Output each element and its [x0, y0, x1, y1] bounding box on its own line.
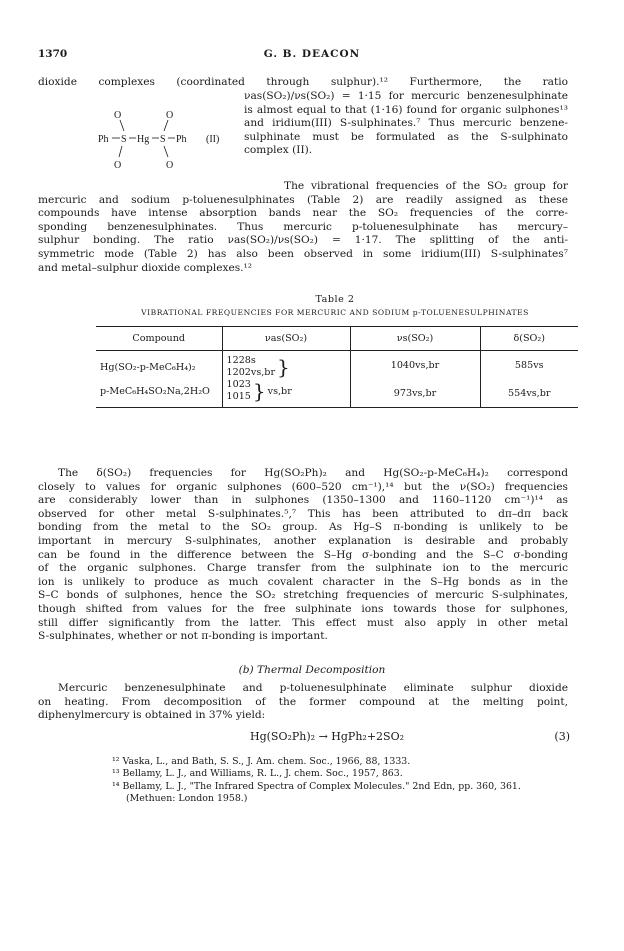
paragraph-line: sponding benzenesulphinates. Thus mercuric p-toluenesulphinate has mercury– [38, 220, 568, 233]
structure-atom: O [166, 110, 174, 121]
table-cell: 554vs,br [480, 379, 578, 408]
page-number: 1370 [38, 48, 68, 60]
paragraph-line: closely to values for organic sulphones (600–520 cm⁻¹),¹⁴ but the ν(SO₂) frequencies [38, 480, 568, 493]
table-cell-value: 1228s [226, 355, 256, 366]
paragraph-line: dioxide complexes (coordinated through sulphur).¹² Furthermore, the ratio [38, 76, 568, 88]
table-cell-value: 1202vs,br [226, 367, 276, 378]
paragraph-line: mercuric and sodium p-toluenesulphinates (Table 2) are readily assigned as these [38, 193, 568, 206]
structure-label: (II) [206, 134, 220, 145]
table-cell: 585vs [480, 351, 578, 380]
table-cell: 973vs,br [350, 379, 480, 408]
paragraph-line: still differ significantly from the latter. This effect must also apply in other metal [38, 616, 568, 629]
paragraph-line: on heating. From decomposition of the former compound at the melting point, [38, 695, 568, 708]
paragraph-wrap [244, 90, 568, 158]
paragraph-line: though shifted from values for the free sulphinate ions towards those for sulphones, [38, 602, 568, 615]
brace-icon: } [252, 379, 266, 403]
frequency-table [96, 326, 578, 408]
structure-atom: O [114, 160, 122, 171]
paragraph-line: of the organic sulphones. Charge transfer from the sulphinate ion to the mercuric [38, 562, 568, 575]
paragraph-line: Mercuric benzenesulphinate and p-toluenesulphinate eliminate sulphur dioxide [58, 682, 568, 694]
paragraph-line: are considerably lower than in sulphones (1350–1300 and 1160–1120 cm⁻¹)¹⁴ as [38, 494, 568, 507]
col-header: δ(SO₂) [480, 327, 578, 351]
table-header-row [96, 327, 578, 351]
section-heading: (b) Thermal Decomposition [238, 664, 386, 676]
reference-item: ¹⁴ Bellamy, L. J., "The Infrared Spectra of Complex Molecules." 2nd Edn, pp. 360, 361. [112, 780, 521, 792]
paragraph [38, 467, 568, 644]
paragraph-line: The δ(SO₂) frequencies for Hg(SO₂Ph)₂ and Hg(SO₂-p-MeC₆H₄)₂ correspond [58, 467, 568, 479]
structure-atom: O [166, 160, 174, 171]
col-header: νs(SO₂) [350, 327, 480, 351]
table-caption: VIBRATIONAL FREQUENCIES FOR MERCURIC AND SODIUM p-TOLUENESULPHINATES [141, 308, 529, 317]
paragraph-line: bonding from the metal to the SO₂ group. As Hg–S π-bonding is unlikely to be [38, 521, 568, 534]
paragraph-line: sulphur bonding. The ratio νas(SO₂)/νs(SO₂) = 1·17. The splitting of the anti- [38, 234, 568, 247]
table-cell: 1040vs,br [350, 351, 480, 380]
paragraph-line: ion is unlikely to produce as much covalent character in the S–Hg bonds as in the [38, 575, 568, 588]
table-cell [222, 379, 350, 408]
table-cell-value: 1023 [226, 379, 251, 390]
paragraph-line: important in mercury S-sulphinates, another explanation is desirable and probably [38, 534, 568, 547]
structure-atom: O [114, 110, 122, 121]
paragraph-line: S–C bonds of sulphones, hence the SO₂ stretching frequencies of mercuric S-sulphinates, [38, 589, 568, 602]
paragraph-line: complex (II). [244, 144, 313, 157]
paragraph-line: S-sulphinates, whether or not π-bonding is important. [38, 630, 328, 643]
reference-item: ¹³ Bellamy, L. J., and Williams, R. L., J. chem. Soc., 1957, 863. [112, 768, 403, 780]
col-header: νas(SO₂) [222, 327, 350, 351]
table-row [96, 351, 578, 380]
paragraph-line: sulphinate must be formulated as the S-sulphinato [244, 130, 568, 143]
paragraph-line: symmetric mode (Table 2) has also been observed in some iridium(III) S-sulphinates⁷ [38, 247, 568, 260]
footnote-references [112, 756, 588, 806]
chemical-structure-ii [96, 106, 236, 172]
reference-item: (Methuen: London 1958.) [126, 793, 248, 805]
paragraph-line: compounds have intense absorption bands near the SO₂ frequencies of the corre- [38, 207, 568, 220]
paragraph-line: is almost equal to that (1·16) found for organic sulphones¹³ [244, 103, 568, 116]
paragraph-line: and iridium(III) S-sulphinates.⁷ Thus mercuric benzene- [244, 117, 568, 130]
paragraph-line: can be found in the difference between the S–Hg σ-bonding and the S–C σ-bonding [38, 548, 568, 561]
table-row [96, 379, 578, 408]
table-cell-value: vs,br [267, 385, 292, 397]
structure-atom: Ph [98, 134, 109, 145]
reference-item: ¹² Vaska, L., and Bath, S. S., J. Am. chem. Soc., 1966, 88, 1333. [112, 756, 411, 767]
table-cell: Hg(SO₂-p-MeC₆H₄)₂ [100, 361, 196, 373]
brace-icon: } [277, 355, 290, 379]
paragraph [38, 180, 568, 275]
running-header [38, 48, 586, 64]
structure-atom: S [160, 134, 166, 145]
table-cell-value: 1015 [226, 391, 251, 402]
col-header: Compound [96, 327, 222, 351]
equation: Hg(SO₂Ph)₂ → HgPh₂+2SO₂ [250, 730, 404, 743]
table-cell: p-MeC₆H₄SO₂Na,2H₂O [96, 379, 222, 408]
table-cell [222, 351, 350, 380]
paragraph [38, 682, 568, 723]
author-header: G. B. DEACON [263, 48, 361, 60]
paragraph-line: The vibrational frequencies of the SO₂ group for [284, 180, 568, 192]
structure-atom: Ph [176, 134, 187, 145]
paragraph-line: νas(SO₂)/νs(SO₂) = 1·15 for mercuric benzenesulphinate [244, 90, 568, 102]
structure-atom: Hg [137, 134, 150, 145]
paragraph-line: diphenylmercury is obtained in 37% yield: [38, 709, 266, 722]
table-label: Table 2 [315, 294, 355, 305]
equation-number: (3) [554, 730, 570, 743]
paragraph-line: and metal–sulphur dioxide complexes.¹² [38, 261, 253, 274]
structure-atom: S [121, 134, 127, 145]
paragraph-line: observed for other metal S-sulphinates.⁵,⁷ This has been attributed to dπ–dπ back [38, 507, 568, 520]
